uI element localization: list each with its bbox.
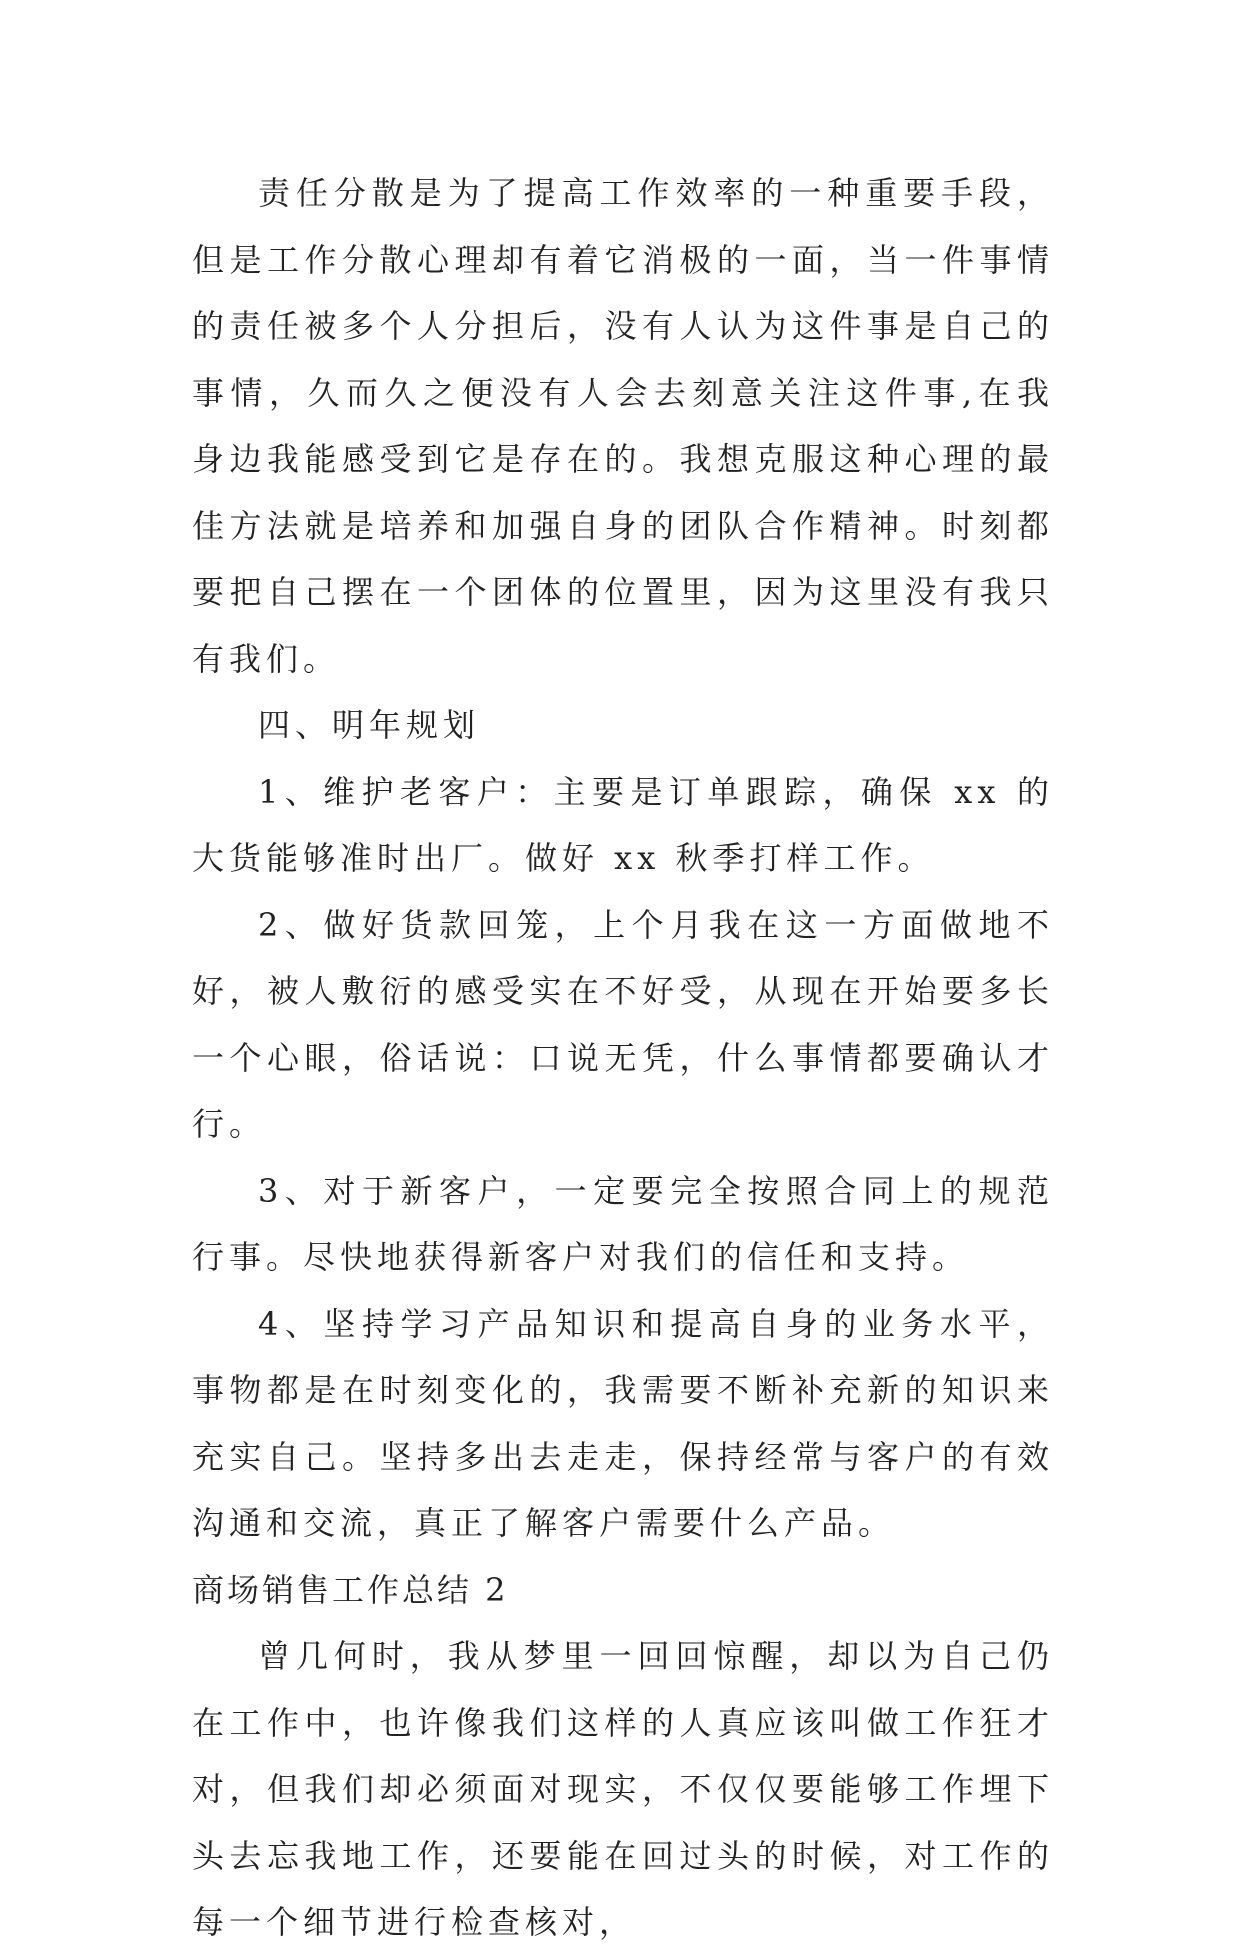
- section-heading-next-year-plan: 四、明年规划: [258, 706, 481, 744]
- document-body: [192, 160, 1054, 1956]
- plan-item-4: 4、坚持学习产品知识和提高自身的业务水平，事物都是在时刻变化的，我需要不断补充新的知识来充实自己。坚持多出去走走，保持经常与客户的有效沟通和交流，真正了解客户需要什么产品。: [192, 1304, 1054, 1542]
- article-title-2: 商场销售工作总结 2: [192, 1570, 509, 1609]
- plan-item-2: 2、做好货款回笼，上个月我在这一方面做地不好，被人敷衍的感受实在不好受，从现在开始要多长一个心眼，俗话说：口说无凭，什么事情都要确认才行。: [192, 905, 1054, 1143]
- plan-item-1: 1、维护老客户：主要是订单跟踪，确保 xx 的大货能够准时出厂。做好 xx 秋季打样工作。: [192, 772, 1054, 877]
- paragraph-responsibility: 责任分散是为了提高工作效率的一种重要手段，但是工作分散心理却有着它消极的一面，当一件事情的责任被多个人分担后，没有人认为这件事是自己的事情，久而久之便没有人会去刻意关注这件事,在我身边我能感受到它是存在的。我想克服这种心理的最佳方法就是培养和加强自身的团队合作精神。时刻都要把自己摆在一个团体的位置里，因为这里没有我只有我们。: [192, 174, 1054, 678]
- paragraph-article-2-intro: 曾几何时，我从梦里一回回惊醒，却以为自己仍在工作中，也许像我们这样的人真应该叫做工作狂才对，但我们却必须面对现实，不仅仅要能够工作埋下头去忘我地工作，还要能在回过头的时候，对工作的每一个细节进行检查核对，: [192, 1637, 1054, 1941]
- plan-item-3: 3、对于新客户，一定要完全按照合同上的规范行事。尽快地获得新客户对我们的信任和支持。: [192, 1171, 1054, 1276]
